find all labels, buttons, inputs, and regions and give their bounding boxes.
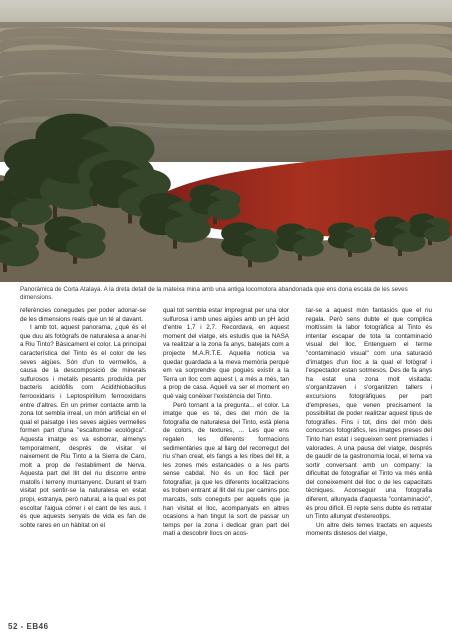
paragraph: Però tornant a la pregunta... el color. La imatge que es té, des del món de la fotografia de naturalesa del Tinto, està plena de colors, de textures, ... Les que ens regalen les diferents formacions sedimentàries que al llarg del recorregut del riu s'han creat, els fangs a les ribes del llit, a les zones més estancades o a les parts sense cabdal. No és un lloc fàcil per fotografiar, ja que les diferents localitzacions es troben entrant al llit del riu per camins poc marcats, sols coneguts per aquells que ja han visitat el lloc, acompanyats en altres ocasions a han tingut la sort de passar un temps per la zona i dedicar gran part del matí a descobrir llocs on acos- [163,401,289,538]
panorama-photo [0,0,452,282]
body-text [20,307,432,617]
paragraph: I amb tot, aquest panorama, ¿què és el que duu als fotògrafs de naturalesa a anar-hi a Riu Tinto? Bàsicament el color. La principal característica del Tinto és el color de les seves aigües. Són d'un to vermellós, a causa de la descomposició de minerals sulfurosos i metalls pesants produïda per bacteris acidòfils com Acidithiobacillus ferrooxidans i Leptospirillum ferrooxidans entre d'altres. En un primer contacte amb la zona tot sembla irreal, un món artificial en el qual el paisatge i les seves aigües vermelles formen part d'una "escaltombe ecològica". Aquesta imatge es va esborrar, almenys temporalment, després de visitar el naixement de Riu Tinto a la Sierra de Caro, molt a prop de l'establiment de Nerva. Aquesta part del llit del riu discorre entre matolls i terreny muntanyenc. Durant el tram visitat pot sentir-se la naturalesa en estat propi, estranya, però natural, a la qual es pot escoltar l'aigua córrer i el cant de les aus. I és que aquests senyals de vida es fan de sobte rares en un hàbitat on el [20,324,146,529]
text-column-1 [20,307,146,617]
paragraph: tar-se a aquest món fantasiós que el riu regala. Però sens dubte el que complica moltíssim la labor fotogràfica al Tinto és intentar escapar de tota la contaminació visual del lloc. Entenguem el terme "contaminació visual" com una saturació d'imatges d'un lloc a la qual el fotògraf i l'espectador estan sotmesos. Des de fa anys ha estat una zona molt visitada: s'organitzaven i s'organitzen tallers i excursions fotogràfiques per part d'empreses, que venen precisament la possibilitat de poder realitzar aquest tipus de fotografies. Fins i tot, dins del món dels concursos fotogràfics, les imatges preses del Tinto han estat i segueixen sent premiades i valorades. A una pausa del viatge, després de gaudir de la gastronomia local, el tema va sortir conversant amb un company: la dificultat de fotografiar el Tinto va més enllà del coneixement del lloc o de les capacitats tècniques. Aconseguir una fotografia diferent, allunyada d'aquesta "contaminació", és prou difícil. El repte sens dubte és retratar un Tinto allunyat d'estereotips. [306,307,432,521]
text-column-2 [163,307,289,617]
page-number: 52 - EB46 [8,622,49,631]
photo-caption: Panoràmica de Corta Atalaya. A la dreta detall de la mateixa mina amb una antiga locomotora abandonada que ens dona escala de les seves dimensions. [20,286,408,301]
paragraph: Un altre dels temes tractats en aquests moments distesos del viatge, [306,521,432,538]
paragraph: qual tot sembla estar impregnat per una olor sulfurosa i amb unes aigües amb un pH àcid d'entre 1,7 i 2,7. Recordava, en aquest moment del viatge, els estudis que la NASA va realitzar a la zona fa anys, batejats com a projecte M.A.R.T.E. Aquella notícia va quedar guardada a la meva memòria perquè em va sorprendre que poguès existir a la Terra un lloc com aquest i, a més a més, tan a prop de casa. Aquell va ser el moment en què vaig conèixer l'existència del Tinto. [163,307,289,400]
text-column-3 [306,307,432,617]
paragraph: referències conegudes per poder adonar-se de les dimensions reals que un té al davant. [20,307,146,323]
